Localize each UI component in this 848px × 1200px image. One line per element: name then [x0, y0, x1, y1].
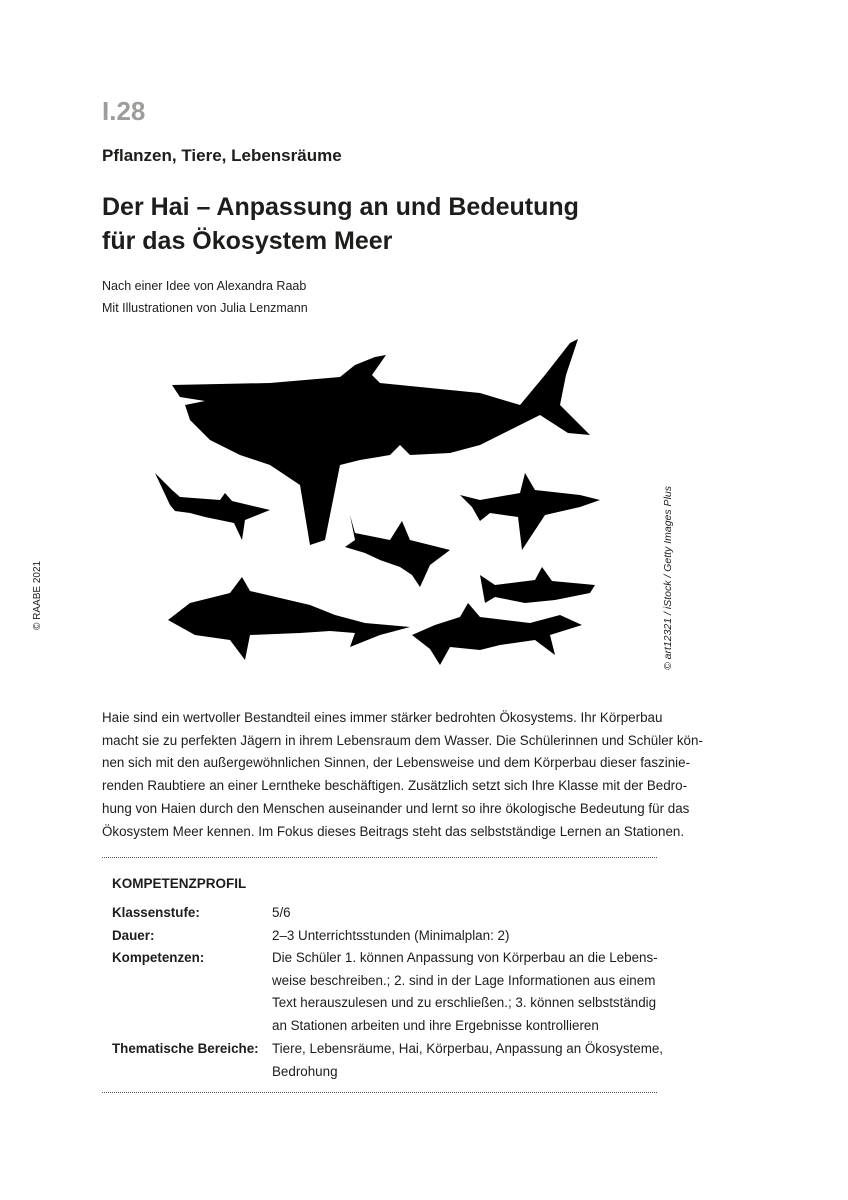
intro-line: Ökosystem Meer kennen. Im Fokus dieses Beitrags steht das selbstständige Lernen an Stationen. — [102, 823, 685, 839]
title-line-1: Der Hai – Anpassung an und Bedeutung — [102, 193, 579, 221]
divider-bottom — [102, 1092, 657, 1093]
row-value: Bedrohung — [272, 1063, 338, 1079]
shark-small-6 — [412, 603, 582, 665]
row-value: an Stationen arbeiten und ihre Ergebnisse kontrollieren — [272, 1018, 599, 1034]
credit-idea: Nach einer Idee von Alexandra Raab — [102, 279, 307, 293]
intro-line: macht sie zu perfekten Jägern in ihrem Lebensraum dem Wasser. Die Schülerinnen und Schüler kön- — [102, 732, 703, 748]
chapter-number: I.28 — [102, 96, 146, 126]
shark-small-3 — [345, 515, 450, 587]
image-credit: © art12321 / iStock / Getty Images Plus — [662, 486, 674, 670]
shark-silhouettes-illustration — [150, 335, 610, 670]
profile-row-grade — [112, 902, 652, 925]
shark-small-5 — [168, 577, 410, 660]
profile-row-duration — [112, 925, 652, 948]
profile-row-competencies — [112, 947, 658, 1038]
row-value: Text herauszulesen und zu erschließen.; 3. können selbstständig — [272, 995, 657, 1011]
row-label: Klassenstufe: — [112, 905, 200, 920]
row-label: Kompetenzen: — [112, 950, 205, 965]
row-label: Dauer: — [112, 928, 155, 943]
intro-line: Haie sind ein wertvoller Bestandteil eines immer stärker bedrohten Ökosystems. Ihr Körperbau — [102, 710, 663, 725]
row-value: Tiere, Lebensräume, Hai, Körperbau, Anpassung an Ökosysteme, — [272, 1041, 664, 1056]
profile-heading: KOMPETENZPROFIL — [112, 876, 247, 891]
row-value: 5/6 — [272, 905, 291, 920]
intro-paragraph — [102, 707, 703, 843]
title-line-2: für das Ökosystem Meer — [102, 227, 393, 255]
shark-small-4 — [480, 567, 595, 603]
row-value: 2–3 Unterrichtsstunden (Minimalplan: 2) — [272, 928, 510, 943]
row-value: Die Schüler 1. können Anpassung von Körperbau an die Lebens- — [272, 950, 658, 965]
profile-row-topics — [112, 1038, 664, 1083]
shark-small-2 — [460, 473, 600, 550]
row-value: weise beschreiben.; 2. sind in der Lage Informationen aus einem — [272, 972, 656, 988]
credit-illustrations: Mit Illustrationen von Julia Lenzmann — [102, 301, 308, 315]
copyright-raabe: © RAABE 2021 — [32, 560, 43, 630]
intro-line: hung von Haien durch den Menschen auseinander und lernt so ihre ökologische Bedeutung für das — [102, 800, 690, 816]
row-label: Thematische Bereiche: — [112, 1041, 259, 1056]
shark-small-1 — [155, 473, 270, 540]
intro-line: renden Raubtiere an einer Lerntheke beschäftigen. Zusätzlich setzt sich Ihre Klasse mit der Bedro- — [102, 778, 688, 794]
intro-line: nen sich mit den außergewöhnlichen Sinnen, der Lebensweise und dem Körperbau dieser faszinie- — [102, 755, 691, 771]
category: Pflanzen, Tiere, Lebensräume — [102, 146, 342, 165]
divider-top — [102, 857, 657, 858]
